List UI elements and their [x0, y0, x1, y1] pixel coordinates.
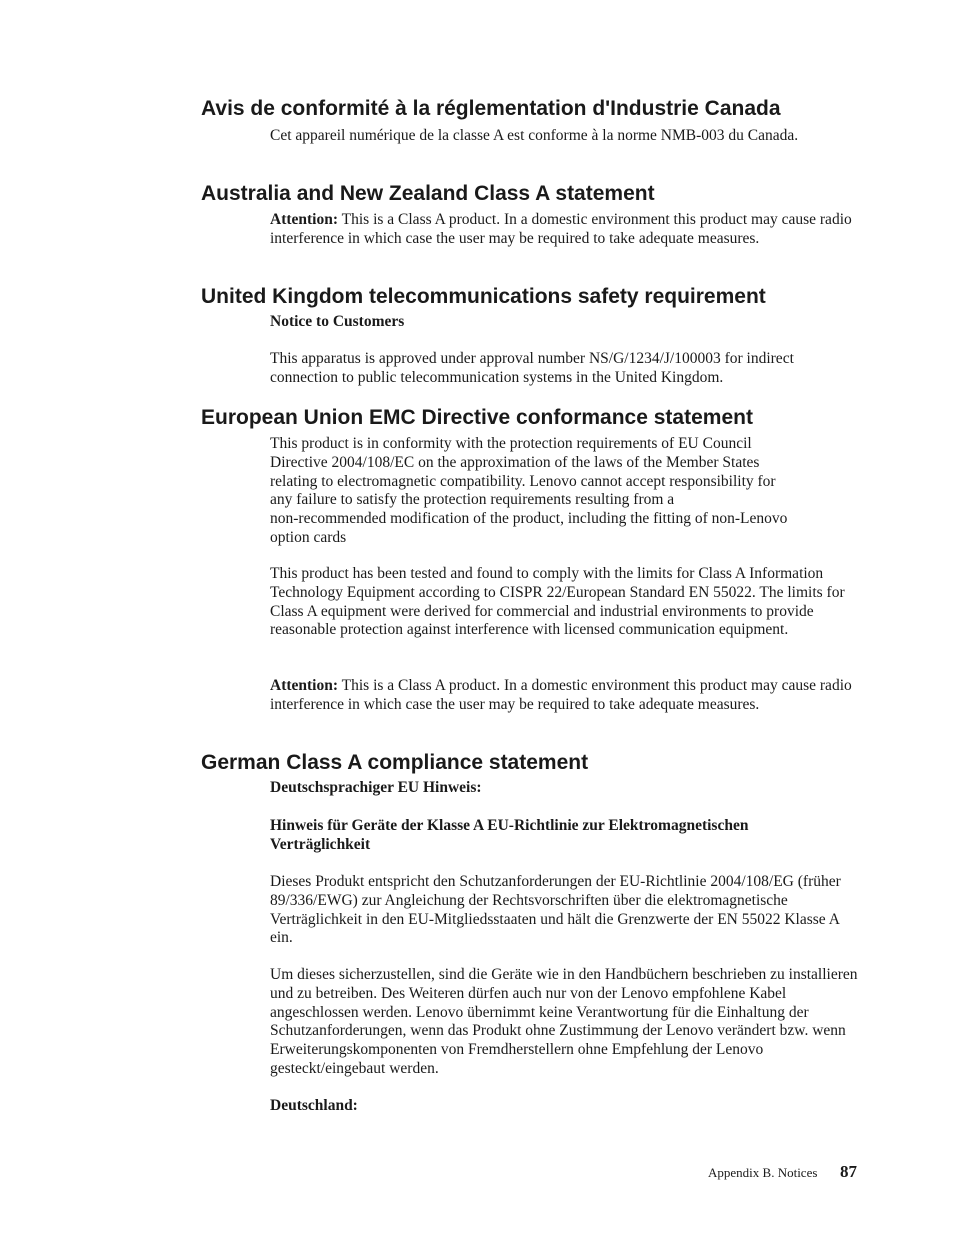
- attention-text: This is a Class A product. In a domestic environment this product may cause radio interference in which case the user may be required to take adequate measures.: [270, 211, 852, 247]
- eu-paragraph-2: This product has been tested and found to comply with the limits for Class A Information Technology Equipment according to CISPR 22/European Standard EN 55022. The limits for Class A equipment were derived for commercial and industrial environments to provide reasonable protection against interference with licensed communication equipment.: [270, 565, 845, 639]
- uk-notice-label: Notice to Customers: [270, 313, 405, 330]
- eu-paragraph-1-line: relating to electromagnetic compatibility. Lenovo cannot accept responsibility for: [270, 472, 776, 490]
- page-number: 87: [840, 1162, 857, 1181]
- german-paragraph-1: Dieses Produkt entspricht den Schutzanforderungen der EU-Richtlinie 2004/108/EG (früher 89/336/EWG) zur Angleichung der Rechtsvorschriften über die elektromagnetische Verträglichkeit in den EU-Mitgliedsstaaten und hält die Grenzwerte der EN 55022 Klasse A ein.: [270, 873, 841, 947]
- german-subheading-1: Deutschsprachiger EU Hinweis:: [270, 779, 482, 796]
- eu-paragraph-1-line: This product is in conformity with the protection requirements of EU Council: [270, 435, 752, 452]
- german-subheading-2: Hinweis für Geräte der Klasse A EU-Richtlinie zur Elektromagnetischen Verträglichkeit: [270, 817, 749, 853]
- german-paragraph-2: Um dieses sicherzustellen, sind die Geräte wie in den Handbüchern beschrieben zu installieren und zu betreiben. Des Weiteren dürfen auch nur von der Lenovo empfohlene Kabel angeschlossen werden. Lenovo übernimmt keine Verantwortung für die Einhaltung der Schutzanforderungen, wenn das Produkt ohne Zustimmung der Lenovo verändert bzw. wenn Erweiterungskomponenten von Fremdherstellern ohne Empfehlung der Lenovo gesteckt/eingebaut werden.: [270, 966, 858, 1077]
- attention-label: Attention:: [270, 677, 339, 694]
- section-heading-canada: Avis de conformité à la réglementation d'Industrie Canada: [201, 97, 781, 120]
- attention-text: This is a Class A product. In a domestic environment this product may cause radio interference in which case the user may be required to take adequate measures.: [270, 677, 852, 713]
- canada-paragraph: Cet appareil numérique de la classe A est conforme à la norme NMB-003 du Canada.: [270, 127, 799, 144]
- eu-paragraph-1-line: Directive 2004/108/EC on the approximation of the laws of the Member States: [270, 453, 760, 471]
- eu-paragraph-1-line: non-recommended modification of the product, including the fitting of non-Lenovo: [270, 510, 788, 527]
- eu-paragraph-1: [270, 435, 862, 548]
- section-heading-eu: European Union EMC Directive conformance statement: [201, 406, 753, 429]
- australia-attention-paragraph: [270, 211, 862, 249]
- german-subheading-3: Deutschland:: [270, 1097, 358, 1114]
- eu-paragraph-1-line: option cards: [270, 528, 347, 546]
- footer-section-label: Appendix B. Notices: [708, 1165, 818, 1180]
- section-heading-german: German Class A compliance statement: [201, 751, 589, 774]
- uk-paragraph: This apparatus is approved under approval number NS/G/1234/J/100003 for indirect connection to public telecommunication systems in the United Kingdom.: [270, 350, 794, 386]
- attention-label: Attention:: [270, 211, 339, 228]
- section-heading-australia: Australia and New Zealand Class A statement: [201, 182, 655, 205]
- eu-paragraph-1-line: any failure to satisfy the protection requirements resulting from a: [270, 491, 675, 509]
- section-heading-uk: United Kingdom telecommunications safety requirement: [201, 285, 766, 308]
- eu-attention-paragraph: [270, 677, 862, 715]
